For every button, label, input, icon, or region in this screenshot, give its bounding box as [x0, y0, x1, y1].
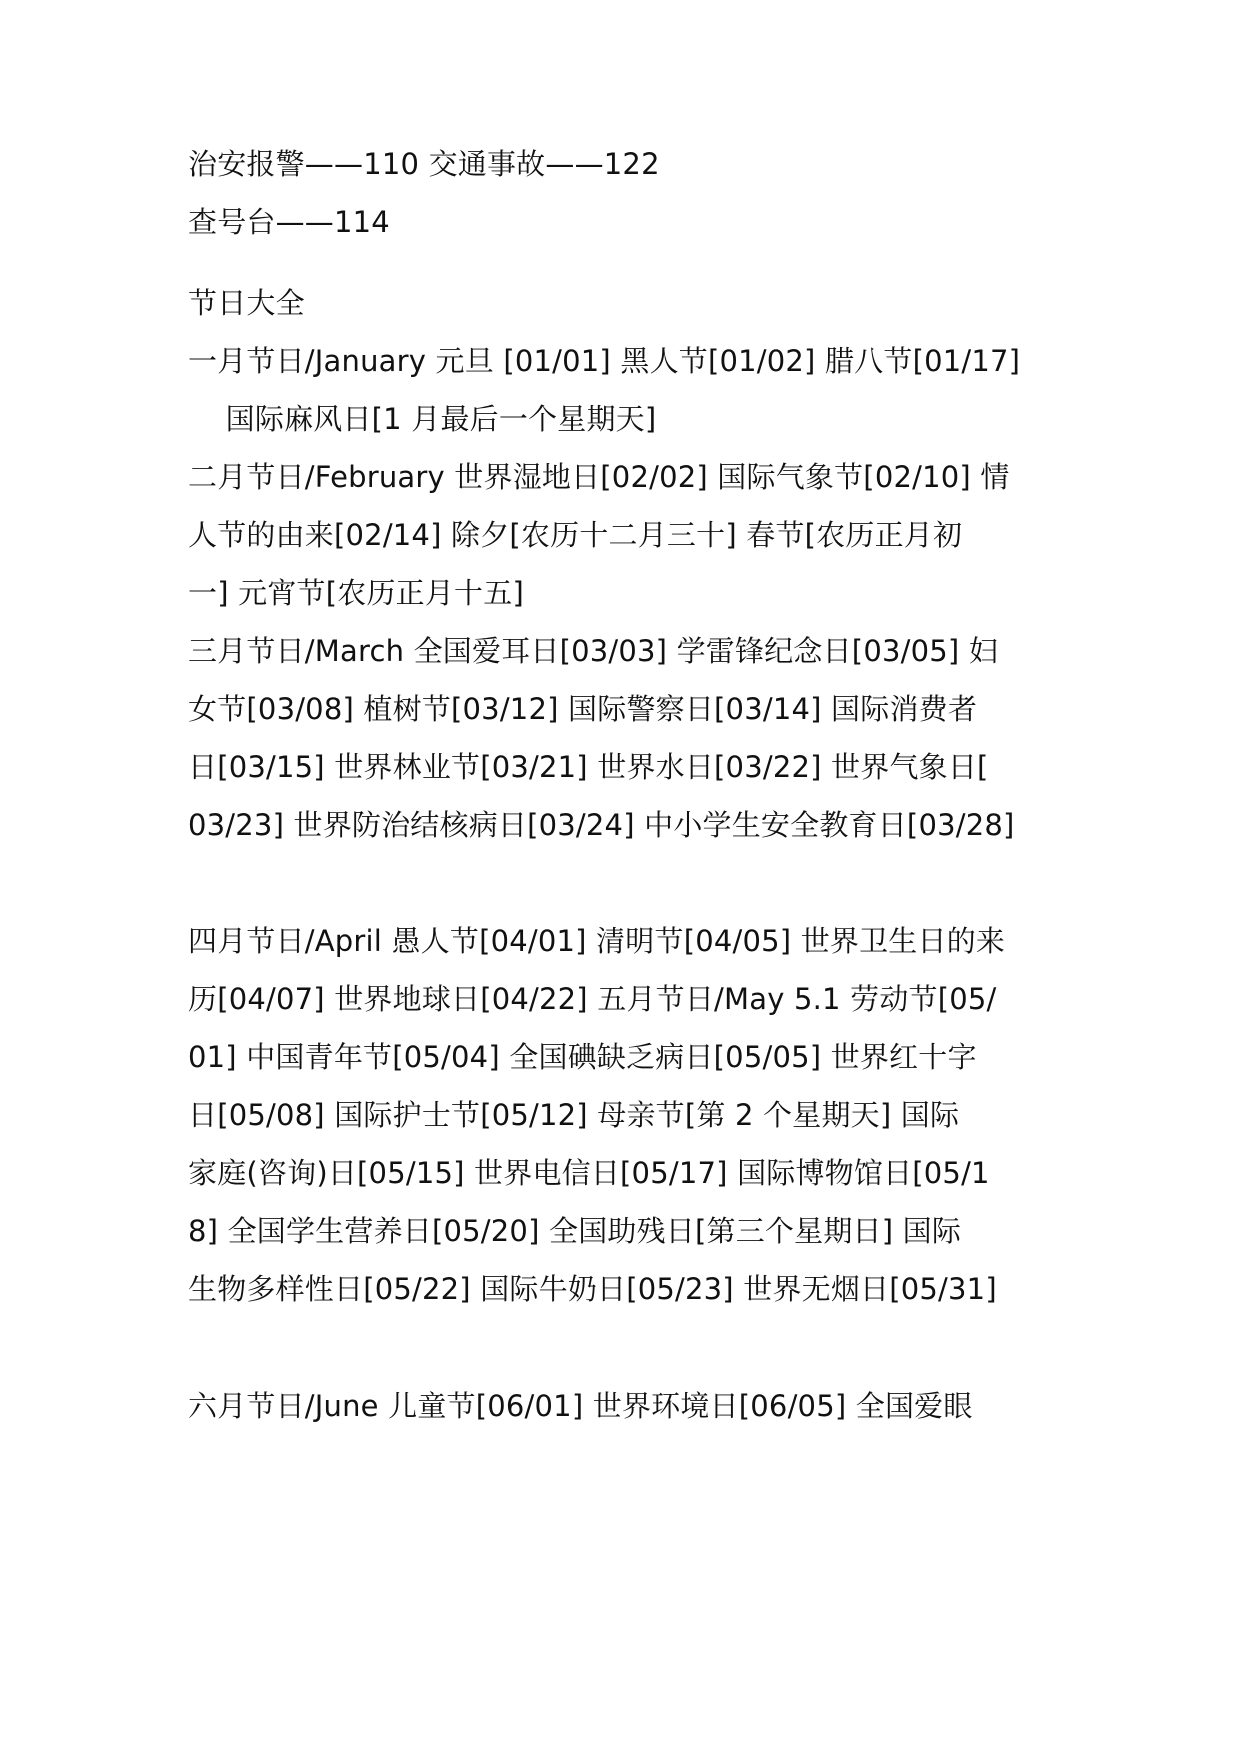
- text-line-january-cont: 国际麻风日[1 月最后一个星期天]: [188, 402, 657, 436]
- text-line-may-cont-5: 生物多样性日[05/22] 国际牛奶日[05/23] 世界无烟日[05/31]: [188, 1272, 997, 1306]
- text-line-april: 四月节日/April 愚人节[04/01] 清明节[04/05] 世界卫生日的来: [188, 924, 1006, 958]
- text-line-march-cont-3: 03/23] 世界防治结核病日[03/24] 中小学生安全教育日[03/28]: [188, 808, 1015, 842]
- text-line-hotline-police: 治安报警——110 交通事故——122: [188, 147, 660, 181]
- text-line-hotline-directory: 查号台——114: [188, 205, 390, 239]
- text-line-may-cont-4: 8] 全国学生营养日[05/20] 全国助残日[第三个星期日] 国际: [188, 1214, 962, 1248]
- text-line-june: 六月节日/June 儿童节[06/01] 世界环境日[06/05] 全国爱眼: [188, 1389, 973, 1423]
- text-line-january: 一月节日/January 元旦 [01/01] 黑人节[01/02] 腊八节[01/17]: [188, 344, 1021, 378]
- text-line-march-cont-1: 女节[03/08] 植树节[03/12] 国际警察日[03/14] 国际消费者: [188, 692, 978, 726]
- section-heading: 节日大全: [188, 286, 305, 320]
- text-line-may-cont-1: 01] 中国青年节[05/04] 全国碘缺乏病日[05/05] 世界红十字: [188, 1040, 977, 1074]
- text-line-february-cont-2: 一] 元宵节[农历正月十五]: [188, 576, 524, 610]
- text-line-may-cont-3: 家庭(咨询)日[05/15] 世界电信日[05/17] 国际博物馆日[05/1: [188, 1156, 990, 1190]
- text-line-february-cont-1: 人节的由来[02/14] 除夕[农历十二月三十] 春节[农历正月初: [188, 518, 963, 552]
- text-line-february: 二月节日/February 世界湿地日[02/02] 国际气象节[02/10] 情: [188, 460, 1010, 494]
- text-line-may-cont-2: 日[05/08] 国际护士节[05/12] 母亲节[第 2 个星期天] 国际: [188, 1098, 960, 1132]
- text-line-april-may: 历[04/07] 世界地球日[04/22] 五月节日/May 5.1 劳动节[05/: [188, 982, 997, 1016]
- text-line-march-cont-2: 日[03/15] 世界林业节[03/21] 世界水日[03/22] 世界气象日[: [188, 750, 989, 784]
- text-line-march: 三月节日/March 全国爱耳日[03/03] 学雷锋纪念日[03/05] 妇: [188, 634, 999, 668]
